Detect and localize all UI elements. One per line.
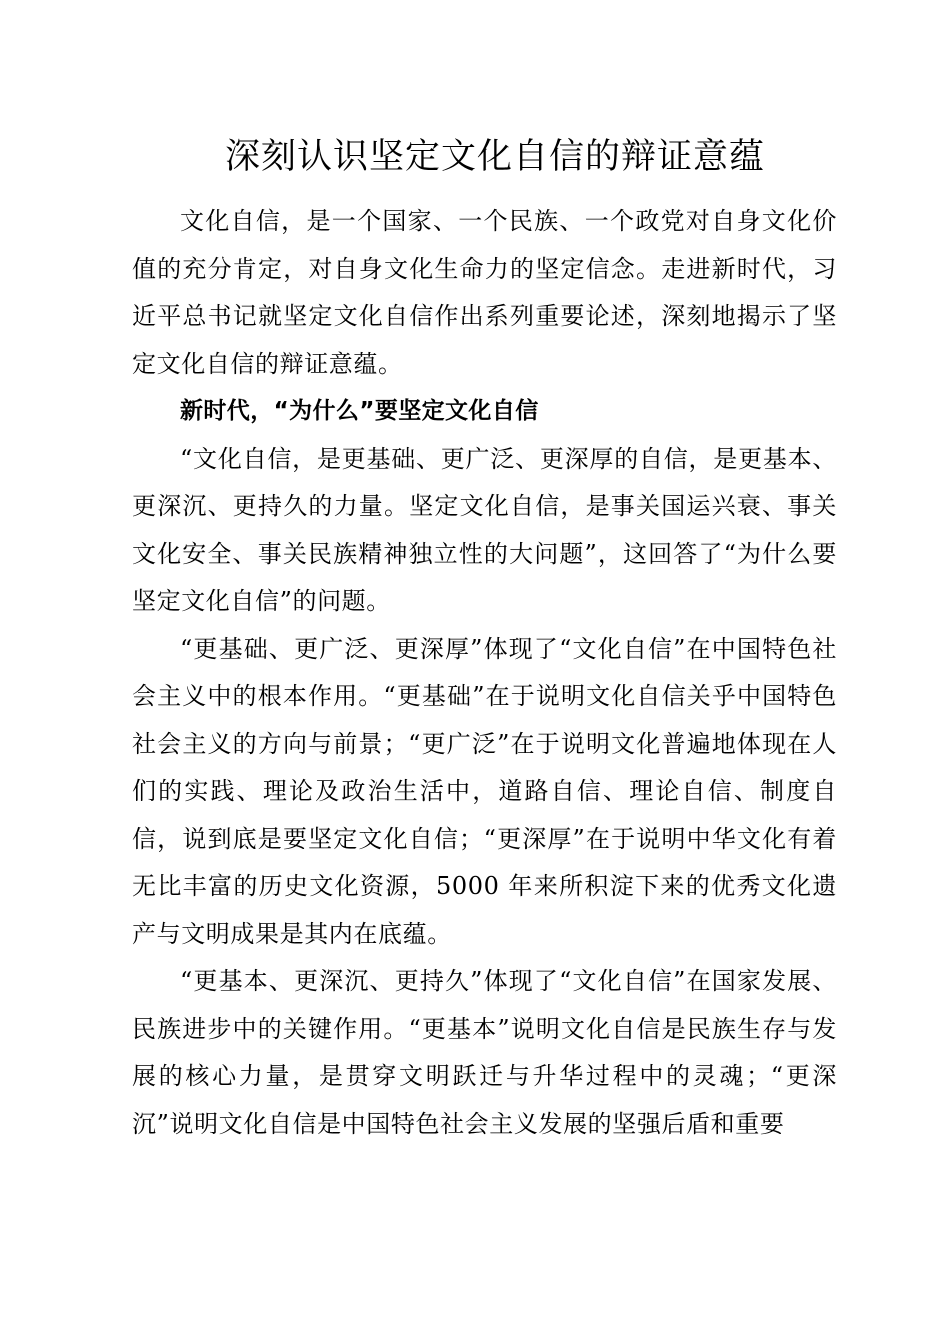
section-heading: 新时代，“为什么”要坚定文化自信 — [180, 398, 539, 424]
body-paragraph-1: “文化自信，是更基础、更广泛、更深厚的自信，是更基本、更深沉、更持久的力量。坚定文化自信，是事关国运兴衰、事关文化安全、事关民族精神独立性的大问题”，这回答了“为什么要坚定文化自信”的问题。 — [132, 444, 837, 615]
body-paragraph-3: “更基本、更深沉、更持久”体现了“文化自信”在国家发展、民族进步中的关键作用。“更基本”说明文化自信是民族生存与发展的核心力量，是贯穿文明跃迁与升华过程中的灵魂；“更深沉”说明文化自信是中国特色社会主义发展的坚强后盾和重要 — [132, 967, 837, 1138]
body-paragraph-2: “更基础、更广泛、更深厚”体现了“文化自信”在中国特色社会主义中的根本作用。“更基础”在于说明文化自信关乎中国特色社会主义的方向与前景；“更广泛”在于说明文化普遍地体现在人们的实践、理论及政治生活中，道路自信、理论自信、制度自信，说到底是要坚定文化自信；“更深厚”在于说明中华文化有着无比丰富的历史文化资源，5000 年来所积淀下来的优秀文化遗产与文明成果是其内在底蕴。 — [132, 634, 837, 948]
intro-paragraph: 文化自信，是一个国家、一个民族、一个政党对自身文化价值的充分肯定，对自身文化生命力的坚定信念。走进新时代，习近平总书记就坚定文化自信作出系列重要论述，深刻地揭示了坚定文化自信的辩证意蕴。 — [132, 207, 837, 378]
document-title: 深刻认识坚定文化自信的辩证意蕴 — [224, 137, 765, 177]
document-body — [132, 198, 837, 1148]
